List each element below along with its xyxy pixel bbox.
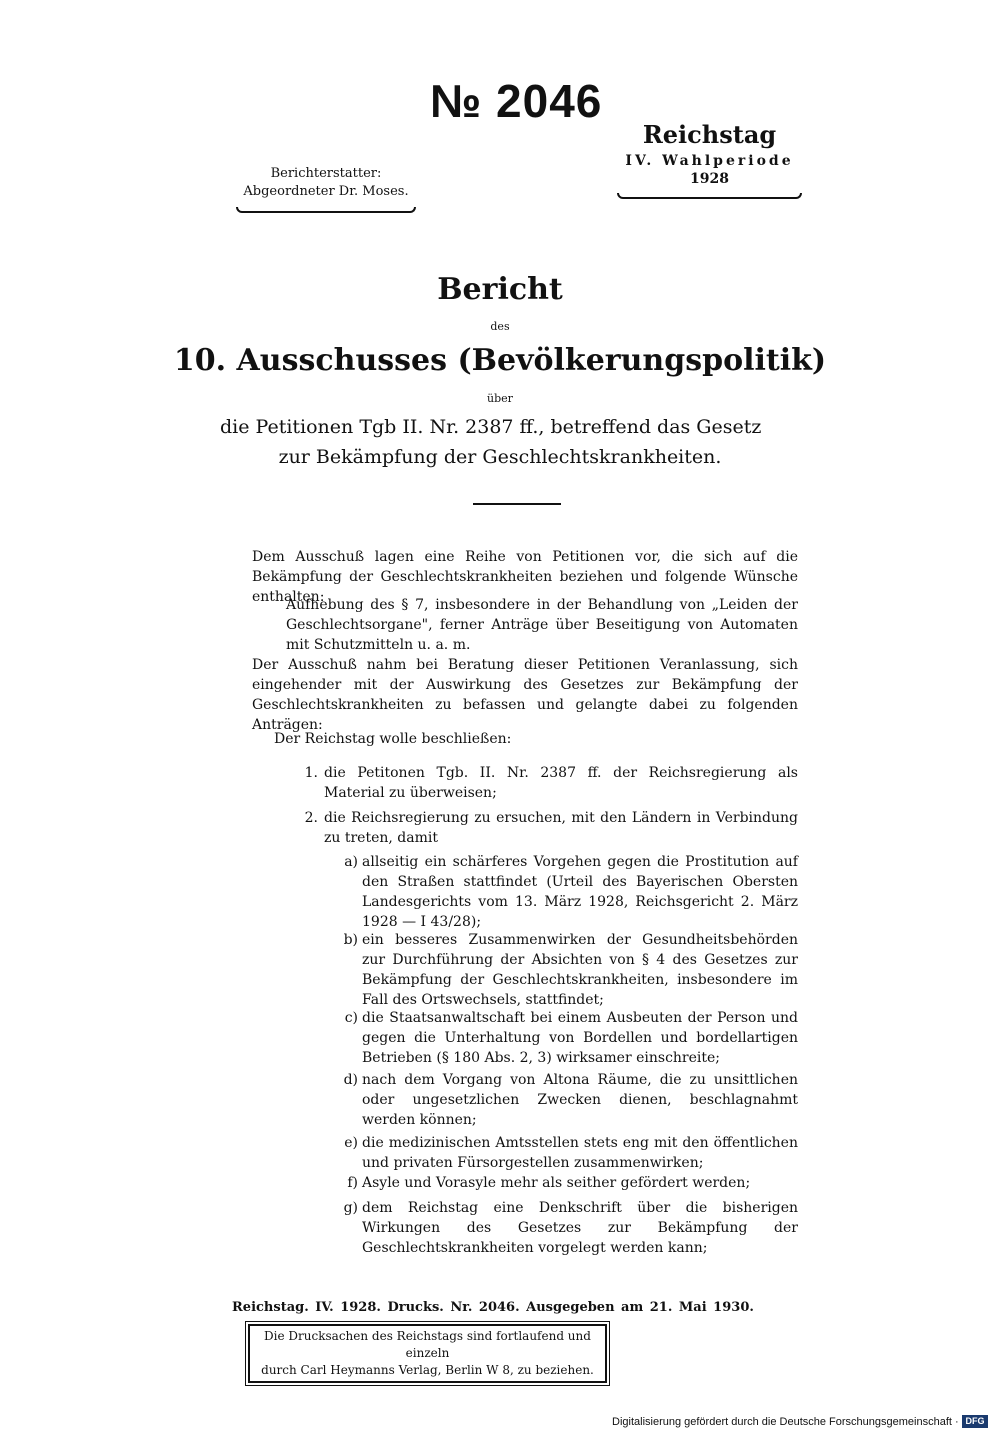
brace-rule — [236, 207, 416, 213]
notice-line-1: Die Drucksachen des Reichstags sind fortlaufend und einzeln — [264, 1329, 591, 1360]
sub-item-letter: b) — [343, 932, 358, 948]
subject-line-1: die Petitionen Tgb II. Nr. 2387 ff., betreffend das Gesetz — [220, 416, 762, 438]
sub-item — [340, 1198, 798, 1258]
sub-item-letter: g) — [343, 1200, 358, 1216]
list-item — [300, 808, 798, 848]
sub-item-letter: d) — [343, 1072, 358, 1088]
sub-item-text: allseitig ein schärferes Vorgehen gegen die Prostitution auf den Straßen stattfindet (Urteil des Bayerischen Obersten Landesgerichts vom 13. März 1928, Reichsgericht 2. März 1928 — I 43/28); — [362, 854, 798, 930]
reporter-label: Berichterstatter: — [270, 166, 382, 181]
publication-line: Reichstag. IV. 1928. Drucks. Nr. 2046. Ausgegeben am 21. Mai 1930. — [232, 1300, 754, 1315]
subject-line-2: zur Bekämpfung der Geschlechtskrankheiten. — [278, 446, 722, 468]
sub-item-letter: a) — [344, 854, 358, 870]
item-text: die Petitonen Tgb. II. Nr. 2387 ff. der Reichsregierung als Material zu überweisen; — [324, 765, 798, 801]
dfg-logo-icon: DFG — [962, 1415, 988, 1428]
item-number: 1. — [304, 765, 318, 781]
document-number: № 2046 — [430, 75, 603, 127]
brace-rule — [617, 193, 802, 199]
reporter-name: Abgeordneter Dr. Moses. — [243, 184, 409, 199]
sub-item — [340, 1008, 798, 1068]
period-year: 1928 — [690, 171, 729, 187]
article-des: des — [490, 320, 510, 333]
legislative-period: IV. Wahlperiode — [625, 153, 794, 169]
reporter-block — [236, 165, 416, 213]
reichstag-title: Reichstag — [642, 120, 777, 149]
sub-item — [340, 930, 798, 1010]
sub-item-text: die Staatsanwaltschaft bei einem Ausbeuten der Person und gegen die Unterhaltung von Bordellen und bordellartigen Betrieben (§ 180 Abs. 2, 3) wirksamer einschreite; — [362, 1010, 798, 1066]
sub-item-letter: e) — [344, 1135, 358, 1151]
sub-item-letter: c) — [344, 1010, 358, 1026]
sub-item — [340, 852, 798, 932]
digitization-credit: Digitalisierung gefördert durch die Deutsche Forschungsgemeinschaft · — [612, 1416, 959, 1428]
notice-line-2: durch Carl Heymanns Verlag, Berlin W 8, zu beziehen. — [261, 1363, 594, 1377]
sub-item — [340, 1173, 798, 1193]
sub-item-text: nach dem Vorgang von Altona Räume, die zu unsittlichen oder ungesetzlichen Zwecken dienen, beschlagnahmt werden können; — [362, 1072, 798, 1128]
sub-item-text: dem Reichstag eine Denkschrift über die bisherigen Wirkungen des Gesetzes zur Bekämpfung der Geschlechtskrankheiten vorgelegt werden kann; — [362, 1200, 798, 1256]
report-title: Bericht — [437, 272, 563, 307]
sub-item-letter: f) — [347, 1175, 358, 1191]
sub-item — [340, 1070, 798, 1130]
list-item — [300, 763, 798, 803]
item-text: die Reichsregierung zu ersuchen, mit den Ländern in Verbindung zu treten, damit — [324, 810, 798, 846]
sub-item — [340, 1133, 798, 1173]
paragraph-wishes: Aufhebung des § 7, insbesondere in der Behandlung von „Leiden der Geschlechtsorgane", ferner Anträge über Beseitigung von Automaten mit Schutzmitteln u. a. m. — [286, 597, 798, 653]
sub-item-text: ein besseres Zusammenwirken der Gesundheitsbehörden zur Durchführung der Absichten von § 4 des Gesetzes zur Bekämpfung der Geschlechtskrankheiten, insbesondere im Fall des Ortswechsels, stattfindet; — [362, 932, 798, 1008]
item-number: 2. — [304, 810, 318, 826]
committee-name: 10. Ausschusses (Bevölkerungspolitik) — [173, 343, 827, 378]
sub-item-text: Asyle und Vorasyle mehr als seither gefördert werden; — [362, 1175, 751, 1191]
separator-rule — [473, 503, 561, 505]
paragraph-resolution: Der Reichstag wolle beschließen: — [274, 731, 512, 747]
reichstag-block — [617, 120, 802, 199]
paragraph-committee: Der Ausschuß nahm bei Beratung dieser Petitionen Veranlassung, sich eingehender mit der Auswirkung des Gesetzes zur Bekämpfung der Geschlechtskrankheiten zu befassen und gelangte dabei zu folgenden Anträgen: — [252, 657, 798, 733]
distribution-notice — [248, 1324, 607, 1383]
paragraph-intro: Dem Ausschuß lagen eine Reihe von Petitionen vor, die sich auf die Bekämpfung der Geschlechtskrankheiten beziehen und folgende Wünsche enthalten: — [252, 549, 798, 605]
sub-item-text: die medizinischen Amtsstellen stets eng mit den öffentlichen und privaten Fürsorgestellen zusammenwirken; — [362, 1135, 798, 1171]
preposition-ueber: über — [487, 392, 513, 405]
